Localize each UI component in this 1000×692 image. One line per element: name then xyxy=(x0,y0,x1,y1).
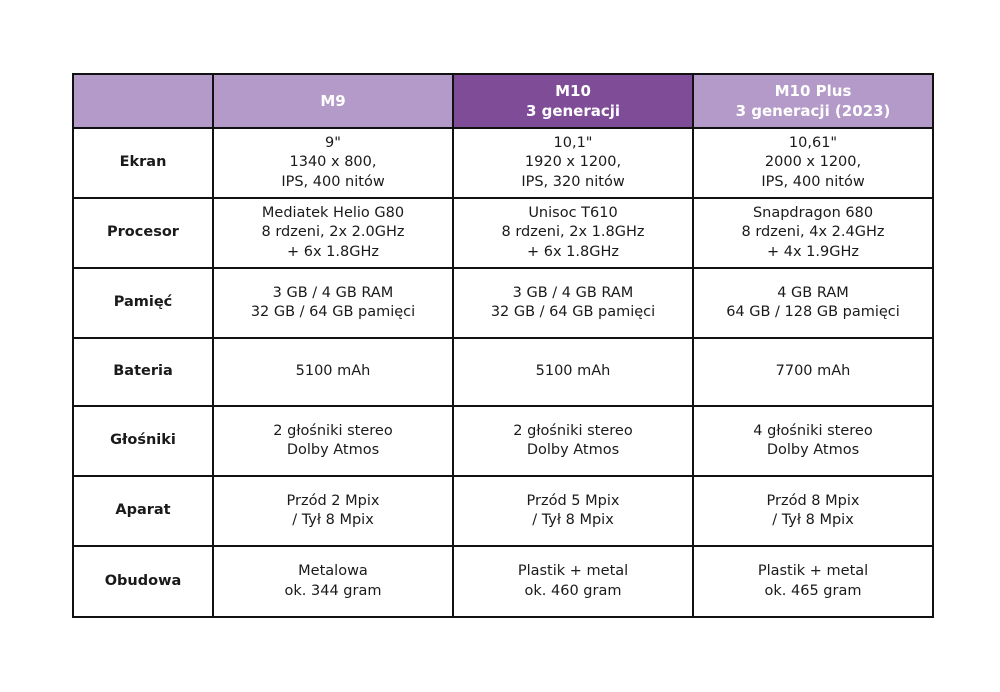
row-label: Bateria xyxy=(73,338,213,406)
cell-m9 xyxy=(213,268,453,338)
cell-m10plus xyxy=(693,338,933,406)
cell-line: 3 GB / 4 GB RAM xyxy=(512,284,634,301)
cell-line: Dolby Atmos xyxy=(286,442,380,458)
cell-m10 xyxy=(453,338,693,406)
header-m10-line: 3 generacji xyxy=(525,102,621,120)
row-label: Głośniki xyxy=(73,406,213,476)
cell-line: 5100 mAh xyxy=(295,363,371,380)
cell-line: ok. 460 gram xyxy=(524,582,622,599)
cell-m10plus xyxy=(693,198,933,268)
cell-line: 8 rdzeni, 4x 2.4GHz xyxy=(741,224,885,241)
cell-line: 5100 mAh xyxy=(535,363,611,380)
cell-line: Przód 5 Mpix xyxy=(526,492,620,509)
cell-line: Dolby Atmos xyxy=(526,442,620,458)
cell-line: ok. 344 gram xyxy=(284,582,382,599)
cell-line: 32 GB / 64 GB pamięci xyxy=(490,304,656,320)
table-row xyxy=(73,198,933,268)
cell-line: / Tył 8 Mpix xyxy=(532,512,614,528)
row-label: Procesor xyxy=(73,198,213,268)
cell-line: Przód 8 Mpix xyxy=(766,492,860,509)
cell-line: 64 GB / 128 GB pamięci xyxy=(726,304,900,320)
table-row xyxy=(73,406,933,476)
cell-line: 1340 x 800, xyxy=(289,154,377,171)
cell-line: 8 rdzeni, 2x 2.0GHz xyxy=(261,224,405,241)
cell-m9 xyxy=(213,406,453,476)
cell-line: 3 GB / 4 GB RAM xyxy=(272,284,394,301)
cell-m10plus xyxy=(693,546,933,617)
cell-line: 8 rdzeni, 2x 1.8GHz xyxy=(501,224,645,241)
header-m10 xyxy=(453,74,693,128)
cell-line: IPS, 320 nitów xyxy=(521,173,625,190)
header-m10-plus-line: 3 generacji (2023) xyxy=(735,102,891,120)
cell-m10 xyxy=(453,406,693,476)
cell-line: 4 GB RAM xyxy=(777,284,849,301)
cell-line: 32 GB / 64 GB pamięci xyxy=(250,304,416,320)
cell-line: 7700 mAh xyxy=(775,363,851,380)
header-m9 xyxy=(213,74,453,128)
spec-comparison-table xyxy=(72,73,934,618)
cell-line: + 6x 1.8GHz xyxy=(527,243,619,260)
cell-m10 xyxy=(453,476,693,546)
row-label: Pamięć xyxy=(73,268,213,338)
cell-m10plus xyxy=(693,406,933,476)
cell-line: IPS, 400 nitów xyxy=(281,173,385,190)
table-row xyxy=(73,476,933,546)
cell-line: 2000 x 1200, xyxy=(764,154,862,171)
header-m10-plus-line: M10 Plus xyxy=(774,82,852,100)
cell-line: Snapdragon 680 xyxy=(752,204,874,221)
cell-line: 4 głośniki stereo xyxy=(753,422,873,439)
table-row xyxy=(73,546,933,617)
cell-line: Mediatek Helio G80 xyxy=(261,204,405,221)
row-label: Aparat xyxy=(73,476,213,546)
cell-m9 xyxy=(213,128,453,198)
cell-line: / Tył 8 Mpix xyxy=(772,512,854,528)
row-label: Ekran xyxy=(73,128,213,198)
cell-line: Przód 2 Mpix xyxy=(286,492,380,509)
cell-line: / Tył 8 Mpix xyxy=(292,512,374,528)
cell-line: Plastik + metal xyxy=(517,563,629,579)
cell-line: Metalowa xyxy=(298,563,368,579)
table-body xyxy=(73,128,933,617)
header-m10-plus xyxy=(693,74,933,128)
cell-line: 2 głośniki stereo xyxy=(513,422,633,439)
header-m9-line: M9 xyxy=(320,92,346,110)
cell-line: Unisoc T610 xyxy=(528,204,618,221)
cell-line: 9" xyxy=(325,134,341,151)
cell-line: IPS, 400 nitów xyxy=(761,173,865,190)
cell-line: Plastik + metal xyxy=(757,563,869,579)
cell-m10 xyxy=(453,198,693,268)
cell-line: 1920 x 1200, xyxy=(524,154,622,171)
cell-line: Dolby Atmos xyxy=(766,442,860,458)
cell-m10 xyxy=(453,546,693,617)
cell-line: 2 głośniki stereo xyxy=(273,422,393,439)
cell-line: 10,61" xyxy=(788,134,838,151)
table-header-row xyxy=(73,74,933,128)
cell-m9 xyxy=(213,198,453,268)
cell-m10plus xyxy=(693,476,933,546)
table-row xyxy=(73,128,933,198)
cell-m9 xyxy=(213,546,453,617)
cell-m9 xyxy=(213,476,453,546)
cell-m10plus xyxy=(693,128,933,198)
table-row xyxy=(73,338,933,406)
cell-m10 xyxy=(453,128,693,198)
cell-line: + 6x 1.8GHz xyxy=(287,243,379,260)
cell-line: 10,1" xyxy=(553,134,593,151)
header-m10-line: M10 xyxy=(555,82,591,100)
table-row xyxy=(73,268,933,338)
cell-m9 xyxy=(213,338,453,406)
cell-m10 xyxy=(453,268,693,338)
row-label: Obudowa xyxy=(73,546,213,617)
cell-m10plus xyxy=(693,268,933,338)
header-corner-cell xyxy=(73,74,213,128)
cell-line: + 4x 1.9GHz xyxy=(767,243,859,260)
cell-line: ok. 465 gram xyxy=(764,582,862,599)
